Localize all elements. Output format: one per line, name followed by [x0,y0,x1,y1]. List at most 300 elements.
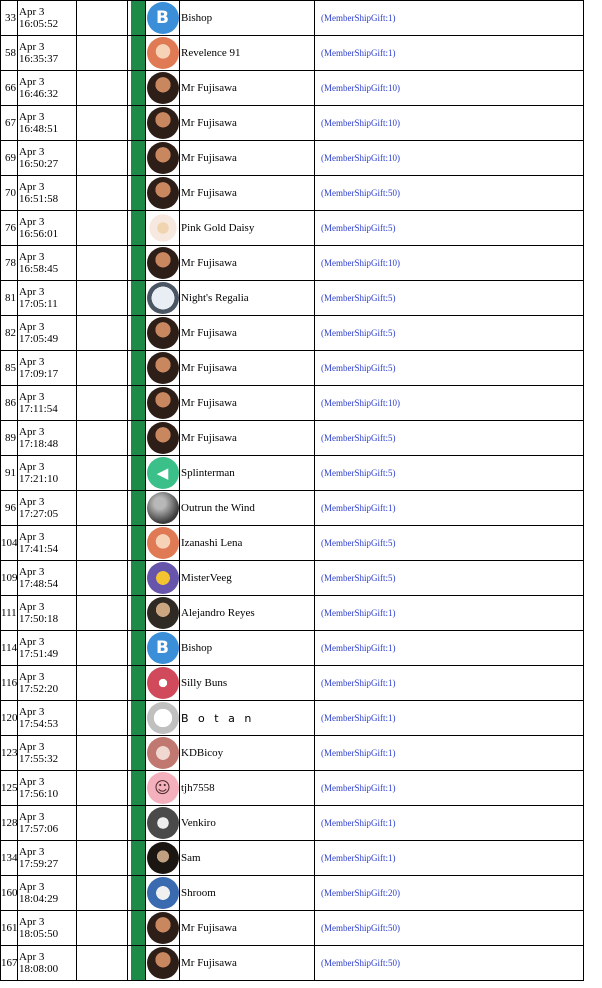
avatar-cell [146,106,180,141]
membership-gift-label: (MemberShipGift:1) [315,666,584,701]
timestamp [18,141,77,176]
table-row [1,351,584,386]
empty-cell [77,281,128,316]
avatar-cell [146,421,180,456]
empty-cell [77,561,128,596]
timestamp-date: Apr 3 [19,741,45,753]
username: KDBicoy [180,736,315,771]
table-row [1,71,584,106]
empty-cell [77,386,128,421]
timestamp [18,911,77,946]
avatar-cell [146,596,180,631]
row-number: 69 [1,141,18,176]
membership-gift-label: (MemberShipGift:1) [315,631,584,666]
table-row [1,946,584,981]
timestamp [18,386,77,421]
timestamp-time: 16:58:45 [19,263,59,275]
row-number: 96 [1,491,18,526]
table-row [1,631,584,666]
empty-cell [77,701,128,736]
status-bar [131,491,146,526]
membership-gift-label: (MemberShipGift:1) [315,596,584,631]
timestamp-time: 17:11:54 [19,403,58,415]
status-bar [131,736,146,771]
empty-cell [77,211,128,246]
dark-hair-man-avatar-icon [147,947,179,979]
anime-girl-avatar-icon [147,527,179,559]
empty-cell [77,106,128,141]
row-number: 104 [1,526,18,561]
avatar-cell [146,176,180,211]
table-row [1,246,584,281]
timestamp-time: 17:41:54 [19,543,59,555]
timestamp [18,36,77,71]
username: Mr Fujisawa [180,141,315,176]
timestamp-date: Apr 3 [19,426,45,438]
timestamp-date: Apr 3 [19,41,45,53]
row-number: 114 [1,631,18,666]
username: Alejandro Reyes [180,596,315,631]
table-row [1,176,584,211]
table-row [1,141,584,176]
username: Mr Fujisawa [180,351,315,386]
membership-gift-label: (MemberShipGift:5) [315,421,584,456]
row-number: 58 [1,36,18,71]
username: Night's Regalia [180,281,315,316]
avatar-cell [146,631,180,666]
status-bar [131,386,146,421]
timestamp-time: 16:35:37 [19,53,59,65]
masked-face-avatar-icon [147,667,179,699]
avatar-cell [146,771,180,806]
status-bar [131,806,146,841]
timestamp-time: 17:59:27 [19,858,59,870]
anime-girl-avatar-icon [147,37,179,69]
table-row [1,911,584,946]
timestamp [18,421,77,456]
timestamp-date: Apr 3 [19,286,45,298]
timestamp [18,736,77,771]
avatar-cell [146,701,180,736]
membership-gift-label: (MemberShipGift:5) [315,351,584,386]
dark-hair-man-avatar-icon [147,177,179,209]
empty-cell [77,771,128,806]
robot-avatar-icon [147,807,179,839]
timestamp [18,316,77,351]
username: Silly Buns [180,666,315,701]
timestamp [18,351,77,386]
anime-character-avatar-icon [147,877,179,909]
dark-hair-man-avatar-icon [147,72,179,104]
avatar-cell [146,841,180,876]
timestamp-time: 16:05:52 [19,18,59,30]
timestamp-time: 18:05:50 [19,928,59,940]
table-row [1,36,584,71]
dark-hair-man-avatar-icon [147,422,179,454]
timestamp-time: 17:09:17 [19,368,59,380]
table-row [1,841,584,876]
timestamp [18,876,77,911]
row-number: 125 [1,771,18,806]
timestamp-time: 17:18:48 [19,438,59,450]
green-triangle-avatar-icon: ◀ [147,457,179,489]
membership-gift-label: (MemberShipGift:1) [315,1,584,36]
timestamp-date: Apr 3 [19,601,45,613]
avatar-cell [146,561,180,596]
membership-gift-label: (MemberShipGift:1) [315,701,584,736]
dark-hair-man-avatar-icon [147,317,179,349]
timestamp-date: Apr 3 [19,566,45,578]
avatar-cell [146,491,180,526]
status-bar [131,561,146,596]
timestamp [18,281,77,316]
empty-cell [77,806,128,841]
empty-cell [77,666,128,701]
status-bar [131,106,146,141]
username: Pink Gold Daisy [180,211,315,246]
grey-orb-avatar-icon [147,492,179,524]
timestamp-time: 17:55:32 [19,753,59,765]
avatar-cell [146,141,180,176]
row-number: 78 [1,246,18,281]
timestamp [18,246,77,281]
row-number: 67 [1,106,18,141]
timestamp-date: Apr 3 [19,531,45,543]
letter-b-avatar-icon: B [147,632,179,664]
row-number: 81 [1,281,18,316]
status-bar [131,456,146,491]
timestamp-time: 17:57:06 [19,823,59,835]
status-bar [131,281,146,316]
avatar-cell [146,71,180,106]
row-number: 66 [1,71,18,106]
timestamp [18,561,77,596]
timestamp-date: Apr 3 [19,496,45,508]
dark-hair-man-avatar-icon [147,247,179,279]
table-row [1,491,584,526]
avatar-cell [146,1,180,36]
username: Mr Fujisawa [180,911,315,946]
avatar-cell [146,281,180,316]
timestamp-date: Apr 3 [19,671,45,683]
anime-man-avatar-icon [147,597,179,629]
row-number: 116 [1,666,18,701]
username: Mr Fujisawa [180,946,315,981]
timestamp-time: 16:51:58 [19,193,59,205]
timestamp [18,771,77,806]
timestamp-date: Apr 3 [19,321,45,333]
avatar-cell [146,456,180,491]
row-number: 123 [1,736,18,771]
username: Mr Fujisawa [180,316,315,351]
row-number: 120 [1,701,18,736]
username: Mr Fujisawa [180,386,315,421]
row-number: 33 [1,1,18,36]
row-number: 134 [1,841,18,876]
table-row [1,316,584,351]
empty-cell [77,1,128,36]
timestamp-date: Apr 3 [19,636,45,648]
timestamp [18,841,77,876]
timestamp-date: Apr 3 [19,6,45,18]
membership-gift-label: (MemberShipGift:1) [315,841,584,876]
row-number: 109 [1,561,18,596]
row-number: 161 [1,911,18,946]
sketch-avatar-icon [147,702,179,734]
timestamp-date: Apr 3 [19,776,45,788]
empty-cell [77,841,128,876]
table-row [1,596,584,631]
timestamp-time: 17:05:49 [19,333,59,345]
avatar-cell [146,211,180,246]
timestamp-time: 16:56:01 [19,228,59,240]
membership-gift-label: (MemberShipGift:1) [315,806,584,841]
timestamp-time: 18:08:00 [19,963,59,975]
username: B o t a n [180,701,315,736]
row-number: 86 [1,386,18,421]
username: Mr Fujisawa [180,176,315,211]
status-bar [131,666,146,701]
username: Izanashi Lena [180,526,315,561]
timestamp [18,106,77,141]
avatar-cell [146,316,180,351]
empty-cell [77,876,128,911]
membership-gift-label: (MemberShipGift:10) [315,71,584,106]
empty-cell [77,351,128,386]
timestamp-date: Apr 3 [19,391,45,403]
username: Splinterman [180,456,315,491]
row-number: 82 [1,316,18,351]
gift-log-body [1,1,584,981]
status-bar [131,911,146,946]
timestamp-date: Apr 3 [19,461,45,473]
status-bar [131,631,146,666]
timestamp-time: 17:48:54 [19,578,59,590]
timestamp-date: Apr 3 [19,216,45,228]
empty-cell [77,71,128,106]
timestamp-time: 17:52:20 [19,683,59,695]
timestamp-time: 17:54:53 [19,718,59,730]
membership-gift-label: (MemberShipGift:5) [315,526,584,561]
table-row [1,701,584,736]
table-row [1,771,584,806]
username: Mr Fujisawa [180,421,315,456]
timestamp [18,631,77,666]
status-bar [131,246,146,281]
status-bar [131,596,146,631]
avatar-cell [146,386,180,421]
timestamp-date: Apr 3 [19,706,45,718]
username: Mr Fujisawa [180,246,315,281]
membership-gift-label: (MemberShipGift:1) [315,771,584,806]
status-bar [131,1,146,36]
username: Outrun the Wind [180,491,315,526]
man-photo-avatar-icon [147,842,179,874]
timestamp [18,491,77,526]
empty-cell [77,631,128,666]
empty-cell [77,176,128,211]
empty-cell [77,36,128,71]
timestamp-time: 17:56:10 [19,788,59,800]
table-row [1,806,584,841]
username: MisterVeeg [180,561,315,596]
timestamp-date: Apr 3 [19,76,45,88]
timestamp [18,946,77,981]
status-bar [131,841,146,876]
status-bar [131,71,146,106]
membership-gift-label: (MemberShipGift:1) [315,36,584,71]
username: Venkiro [180,806,315,841]
timestamp-date: Apr 3 [19,811,45,823]
timestamp-date: Apr 3 [19,846,45,858]
membership-gift-label: (MemberShipGift:5) [315,456,584,491]
empty-cell [77,421,128,456]
status-bar [131,351,146,386]
membership-gift-label: (MemberShipGift:1) [315,736,584,771]
avatar-cell [146,736,180,771]
letter-b-avatar-icon: B [147,2,179,34]
status-bar [131,36,146,71]
status-bar [131,421,146,456]
empty-cell [77,246,128,281]
table-row [1,386,584,421]
timestamp-date: Apr 3 [19,881,45,893]
daisy-flower-avatar-icon [147,212,179,244]
status-bar [131,701,146,736]
table-row [1,666,584,701]
timestamp [18,211,77,246]
empty-cell [77,596,128,631]
username: tjh7558 [180,771,315,806]
dark-hair-man-avatar-icon [147,912,179,944]
timestamp-date: Apr 3 [19,356,45,368]
dark-hair-man-avatar-icon [147,352,179,384]
avatar-cell [146,666,180,701]
table-row [1,106,584,141]
timestamp-time: 17:05:11 [19,298,58,310]
status-bar [131,526,146,561]
avatar-cell [146,351,180,386]
username: Sam [180,841,315,876]
username: Revelence 91 [180,36,315,71]
username: Mr Fujisawa [180,71,315,106]
empty-cell [77,141,128,176]
avatar-cell [146,876,180,911]
timestamp-time: 17:21:10 [19,473,59,485]
timestamp [18,596,77,631]
timestamp-time: 17:27:05 [19,508,59,520]
timestamp [18,701,77,736]
membership-gift-label: (MemberShipGift:5) [315,561,584,596]
username: Bishop [180,1,315,36]
status-bar [131,141,146,176]
membership-gift-label: (MemberShipGift:50) [315,911,584,946]
membership-gift-label: (MemberShipGift:5) [315,211,584,246]
dark-hair-man-avatar-icon [147,387,179,419]
timestamp-time: 17:51:49 [19,648,59,660]
username: Shroom [180,876,315,911]
timestamp-date: Apr 3 [19,951,45,963]
username: Mr Fujisawa [180,106,315,141]
empty-cell [77,316,128,351]
avatar-cell [146,36,180,71]
empty-cell [77,491,128,526]
table-row [1,736,584,771]
timestamp [18,806,77,841]
status-bar [131,771,146,806]
status-bar [131,946,146,981]
row-number: 160 [1,876,18,911]
avatar-cell [146,526,180,561]
table-row [1,456,584,491]
timestamp [18,1,77,36]
empty-cell [77,456,128,491]
membership-gift-label: (MemberShipGift:5) [315,281,584,316]
timestamp-time: 16:46:32 [19,88,59,100]
timestamp [18,71,77,106]
pink-face-avatar-icon: ☺ [147,772,179,804]
membership-gift-label: (MemberShipGift:20) [315,876,584,911]
empty-cell [77,946,128,981]
timestamp [18,526,77,561]
membership-gift-label: (MemberShipGift:10) [315,141,584,176]
membership-gift-label: (MemberShipGift:50) [315,176,584,211]
timestamp-date: Apr 3 [19,146,45,158]
status-bar [131,876,146,911]
timestamp-date: Apr 3 [19,251,45,263]
row-number: 91 [1,456,18,491]
membership-gift-label: (MemberShipGift:50) [315,946,584,981]
dark-hair-man-avatar-icon [147,142,179,174]
timestamp-date: Apr 3 [19,111,45,123]
username: Bishop [180,631,315,666]
membership-gift-label: (MemberShipGift:10) [315,246,584,281]
timestamp [18,666,77,701]
table-row [1,211,584,246]
row-number: 76 [1,211,18,246]
row-number: 167 [1,946,18,981]
timestamp-time: 18:04:29 [19,893,59,905]
timestamp [18,456,77,491]
moon-avatar-icon [147,282,179,314]
row-number: 128 [1,806,18,841]
row-number: 111 [1,596,18,631]
table-row [1,876,584,911]
timestamp-date: Apr 3 [19,181,45,193]
dark-hair-man-avatar-icon [147,107,179,139]
avatar-cell [146,911,180,946]
table-row [1,561,584,596]
row-number: 70 [1,176,18,211]
membership-gift-label: (MemberShipGift:1) [315,491,584,526]
table-row [1,1,584,36]
row-number: 89 [1,421,18,456]
empty-cell [77,736,128,771]
empty-cell [77,911,128,946]
timestamp-time: 16:48:51 [19,123,59,135]
avatar-cell [146,946,180,981]
row-number: 85 [1,351,18,386]
status-bar [131,211,146,246]
table-row [1,281,584,316]
status-bar [131,316,146,351]
membership-gift-label: (MemberShipGift:10) [315,106,584,141]
membership-gift-label: (MemberShipGift:5) [315,316,584,351]
timestamp-time: 16:50:27 [19,158,59,170]
status-bar [131,176,146,211]
timestamp [18,176,77,211]
avatar-cell [146,806,180,841]
